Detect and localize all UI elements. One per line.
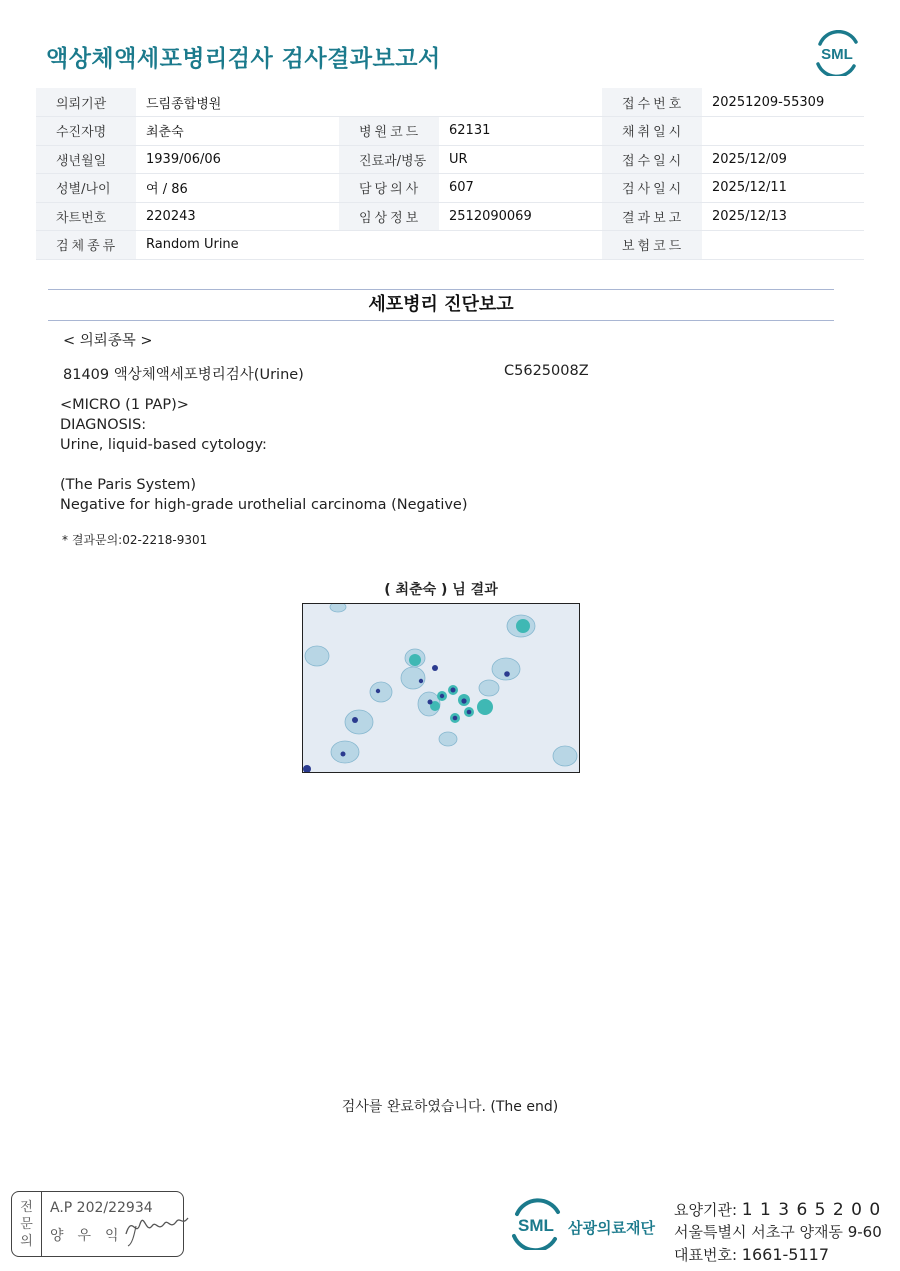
report-line-system: (The Paris System)	[60, 477, 197, 493]
patient-info-table	[36, 88, 864, 260]
info-row	[36, 231, 864, 260]
info-value: 1939/06/06	[136, 145, 339, 174]
order-item: 81409 액상체액세포병리검사(Urine)	[63, 367, 304, 383]
cytology-micrograph	[302, 603, 580, 773]
info-label: 검사일시	[602, 174, 702, 203]
foundation-name: 삼광의료재단	[568, 1219, 655, 1237]
info-label: 의뢰기관	[36, 88, 136, 117]
info-label: 차트번호	[36, 202, 136, 231]
info-label: 채취일시	[602, 117, 702, 146]
info-value	[439, 231, 602, 260]
info-value: UR	[439, 145, 602, 174]
contact-note: * 결과문의:02-2218-9301	[62, 533, 208, 547]
info-value: 20251209-55309	[702, 88, 864, 117]
sml-footer-logo-text: SML	[518, 1216, 554, 1235]
info-value: 2025/12/13	[702, 202, 864, 231]
info-label: 검체종류	[36, 231, 136, 260]
info-value: 2512090069	[439, 202, 602, 231]
institution-code: 요양기관: 1 1 3 6 5 2 0 0	[674, 1200, 882, 1220]
signature-icon	[122, 1204, 192, 1248]
info-value: 220243	[136, 202, 339, 231]
foundation-address: 서울특별시 서초구 양재동 9-60	[674, 1223, 882, 1241]
report-line-result: Negative for high-grade urothelial carcinoma (Negative)	[60, 497, 468, 513]
report-line-specimen: Urine, liquid-based cytology:	[60, 437, 267, 453]
info-label: 보험코드	[602, 231, 702, 260]
info-value	[702, 231, 864, 260]
info-label	[339, 88, 439, 117]
info-value	[439, 88, 602, 117]
report-line-diagnosis: DIAGNOSIS:	[60, 417, 147, 433]
info-label: 결과보고	[602, 202, 702, 231]
info-value: 최춘숙	[136, 117, 339, 146]
stamp-pathologist-name: 양우익	[50, 1228, 133, 1244]
info-value: 2025/12/11	[702, 174, 864, 203]
info-label: 성별/나이	[36, 174, 136, 203]
info-value: 607	[439, 174, 602, 203]
report-line-micro: <MICRO (1 PAP)>	[60, 397, 189, 413]
info-row	[36, 174, 864, 203]
order-header: < 의뢰종목 >	[63, 333, 153, 349]
sml-logo-icon	[812, 30, 862, 76]
info-value: 드림종합병원	[136, 88, 339, 117]
stamp-side-label: 전 문 의	[12, 1192, 42, 1256]
section-rule-bottom	[48, 320, 834, 321]
info-label: 진료과/병동	[339, 145, 439, 174]
info-label: 병원코드	[339, 117, 439, 146]
info-value: 62131	[439, 117, 602, 146]
info-label: 생년월일	[36, 145, 136, 174]
image-caption: ( 최춘숙 ) 님 결과	[384, 582, 498, 598]
main-phone: 대표번호: 1661-5117	[674, 1245, 830, 1264]
info-label: 접수번호	[602, 88, 702, 117]
info-value: 여 / 86	[136, 174, 339, 203]
sml-footer-logo-icon	[508, 1198, 564, 1250]
sml-logo-text: SML	[821, 46, 853, 63]
info-label	[339, 231, 439, 260]
info-label: 임상정보	[339, 202, 439, 231]
info-label: 담당의사	[339, 174, 439, 203]
stamp-ap-number: A.P 202/22934	[50, 1200, 153, 1216]
info-label: 수진자명	[36, 117, 136, 146]
section-title: 세포병리 진단보고	[368, 294, 514, 315]
info-value: Random Urine	[136, 231, 339, 260]
info-row	[36, 88, 864, 117]
pathologist-stamp	[11, 1191, 184, 1257]
info-row	[36, 117, 864, 146]
info-value	[702, 117, 864, 146]
info-row	[36, 202, 864, 231]
order-code: C5625008Z	[504, 363, 589, 379]
info-label: 접수일시	[602, 145, 702, 174]
report-title: 액상체액세포병리검사 검사결과보고서	[46, 46, 441, 72]
info-value: 2025/12/09	[702, 145, 864, 174]
end-text: 검사를 완료하였습니다. (The end)	[341, 1099, 559, 1115]
info-row	[36, 145, 864, 174]
